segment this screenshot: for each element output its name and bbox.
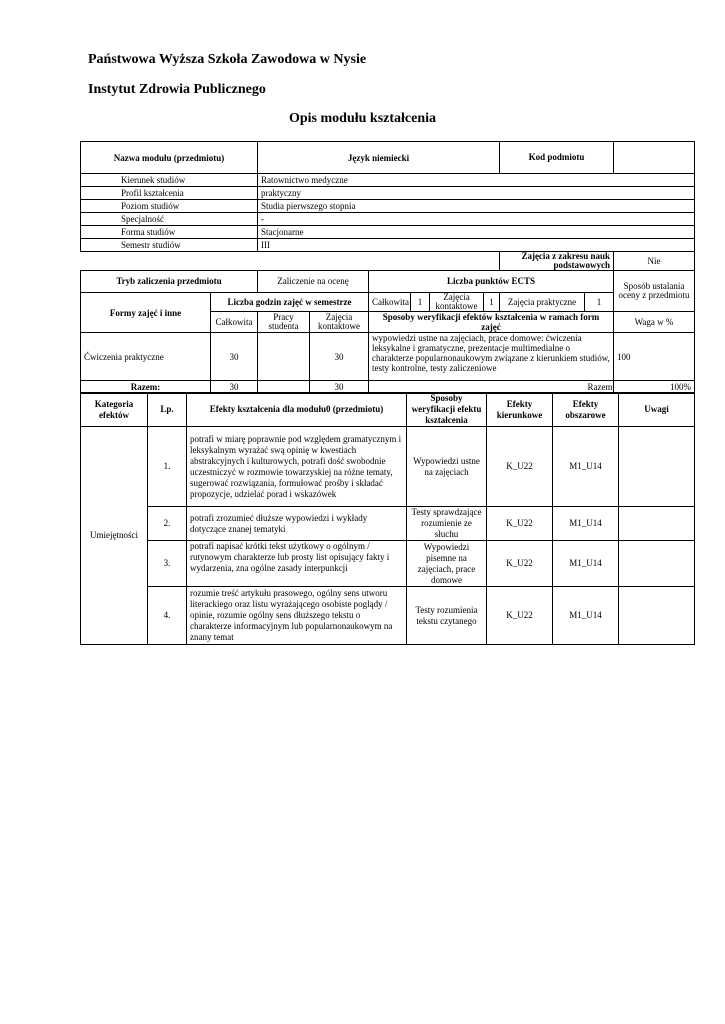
module-info-table — [80, 141, 695, 394]
grading-method-label: Sposób ustalania oceny z przedmiotu — [614, 271, 695, 312]
hours-label: Liczba godzin zajęć w semestrze — [211, 293, 369, 312]
effect-text: potrafi napisać krótki tekst użytkowy o ogólnym / rutynowym charakterze lub prosty list opisujący fakty i wydarzenia, zna ogólne zasady interpunkcji — [187, 541, 407, 587]
basic-sciences-label: Zajęcia z zakresu nauk podstawowych — [500, 252, 614, 271]
effect-direction: K_U22 — [487, 541, 553, 587]
exercise-total: 30 — [211, 333, 258, 381]
effect-text: potrafi zrozumieć dłuższe wypowiedzi i wykłady dotyczące znanej tematyki — [187, 507, 407, 541]
module-name-label: Nazwa modułu (przedmiotu) — [81, 142, 258, 174]
col-contact-label: Zajęcia kontaktowe — [310, 312, 369, 333]
ects-label: Liczba punktów ECTS — [369, 271, 614, 293]
verification-header: Sposoby weryfikacji efektów kształcenia w ramach form zajęć — [369, 312, 614, 333]
effect-lp: 3. — [148, 541, 187, 587]
info-value-specjalnosc: - — [258, 213, 695, 226]
info-value-kierunek: Ratownictwo medyczne — [258, 174, 695, 187]
credit-mode-value: Zaliczenie na ocenę — [258, 271, 369, 293]
effect-direction: K_U22 — [487, 587, 553, 645]
effect-direction: K_U22 — [487, 427, 553, 507]
info-label-profil: Profil kształcenia — [81, 187, 258, 200]
effects-header-direction: Efekty kierunkowe — [487, 393, 553, 427]
effect-area: M1_U14 — [553, 541, 619, 587]
exercise-student — [258, 333, 310, 381]
sum-contact: 30 — [310, 381, 369, 394]
effect-method: Testy sprawdzające rozumienie ze słuchu — [407, 507, 487, 541]
module-code-value — [614, 142, 695, 174]
credit-mode-label: Tryb zaliczenia przedmiotu — [81, 271, 258, 293]
info-label-kierunek: Kierunek studiów — [81, 174, 258, 187]
ects-practical-value: 1 — [585, 293, 614, 312]
school-name: Państwowa Wyższa Szkoła Zawodowa w Nysie — [88, 52, 367, 67]
info-label-poziom: Poziom studiów — [81, 200, 258, 213]
effects-header-category: Kategoria efektów — [81, 393, 148, 427]
ects-contact-value: 1 — [484, 293, 500, 312]
info-label-specjalnosc: Specjalność — [81, 213, 258, 226]
sum-percent: 100% — [614, 381, 695, 394]
ects-contact-label: Zajęcia kontaktowe — [430, 293, 484, 312]
effect-lp: 1. — [148, 427, 187, 507]
info-value-forma: Stacjonarne — [258, 226, 695, 239]
effects-header-lp: Lp. — [148, 393, 187, 427]
exercise-verification: wypowiedzi ustne na zajęciach, prace domowe: ćwiczenia leksykalne i gramatyczne, prezentacje multimedialne o charakterze popularnonaukowym związane z kierunkiem studiów, testy kontrolne, testy zaliczeniowe — [369, 333, 614, 381]
info-label-forma: Forma studiów — [81, 226, 258, 239]
effects-header-notes: Uwagi — [619, 393, 695, 427]
exercise-name: Ćwiczenia praktyczne — [81, 333, 211, 381]
effect-method: Wypowiedzi ustne na zajęciach — [407, 427, 487, 507]
effects-header-effects: Efekty kształcenia dla modułu0 (przedmiotu) — [187, 393, 407, 427]
effect-notes — [619, 427, 695, 507]
weight-header: Waga w % — [614, 312, 695, 333]
effects-table — [80, 392, 695, 645]
effects-header-area: Efekty obszarowe — [553, 393, 619, 427]
effect-area: M1_U14 — [553, 427, 619, 507]
effect-lp: 2. — [148, 507, 187, 541]
col-student-label: Pracy studenta — [258, 312, 310, 333]
module-name-value: Język niemiecki — [258, 142, 500, 174]
info-label-semestr: Semestr studiów — [81, 239, 258, 252]
col-total-label: Całkowita — [211, 312, 258, 333]
info-value-profil: praktyczny — [258, 187, 695, 200]
effect-notes — [619, 507, 695, 541]
ects-total-label: Całkowita — [369, 293, 411, 312]
module-code-label: Kod podmiotu — [500, 142, 614, 174]
effect-notes — [619, 587, 695, 645]
exercise-weight: 100 — [614, 333, 695, 381]
effects-category: Umiejętności — [81, 427, 148, 645]
effect-area: M1_U14 — [553, 587, 619, 645]
effects-header-methods: Sposoby weryfikacji efektu kształcenia — [407, 393, 487, 427]
basic-sciences-value: Nie — [614, 252, 695, 271]
effect-method: Testy rozumienia tekstu czytanego — [407, 587, 487, 645]
ects-total-value: 1 — [411, 293, 430, 312]
effect-method: Wypowiedzi pisemne na zajęciach, prace domowe — [407, 541, 487, 587]
effect-lp: 4. — [148, 587, 187, 645]
sum-label: Razem: — [81, 381, 211, 394]
sum-total: 30 — [211, 381, 258, 394]
effect-direction: K_U22 — [487, 507, 553, 541]
info-value-poziom: Studia pierwszego stopnia — [258, 200, 695, 213]
document-title: Opis modułu kształcenia — [288, 111, 437, 126]
effect-area: M1_U14 — [553, 507, 619, 541]
info-value-semestr: III — [258, 239, 695, 252]
forms-label: Formy zajęć i inne — [81, 293, 211, 333]
effect-notes — [619, 541, 695, 587]
effect-text: potrafi w miarę poprawnie pod względem gramatycznym i leksykalnym wyrażać swą opinię w kwestiach abstrakcyjnych i kulturowych, potrafi dość swobodnie uczestniczyć w rozmowie towarzyskiej na różne tematy, sugerować rozwiązania, formułować prośby i składać propozycje, udzielać porad i wskazówek — [187, 427, 407, 507]
ects-practical-label: Zajęcia praktyczne — [500, 293, 585, 312]
institute-name: Instytut Zdrowia Publicznego — [88, 82, 266, 97]
effect-text: rozumie treść artykułu prasowego, ogólny sens utworu literackiego oraz listu wyrażającego osobiste poglądy / opinie, rozumie ogólny sens dłuższego tekstu o charakterze informacyjnym lub popularnonaukowym na znany temat — [187, 587, 407, 645]
exercise-contact: 30 — [310, 333, 369, 381]
sum-razem-label: Razem — [585, 381, 614, 394]
